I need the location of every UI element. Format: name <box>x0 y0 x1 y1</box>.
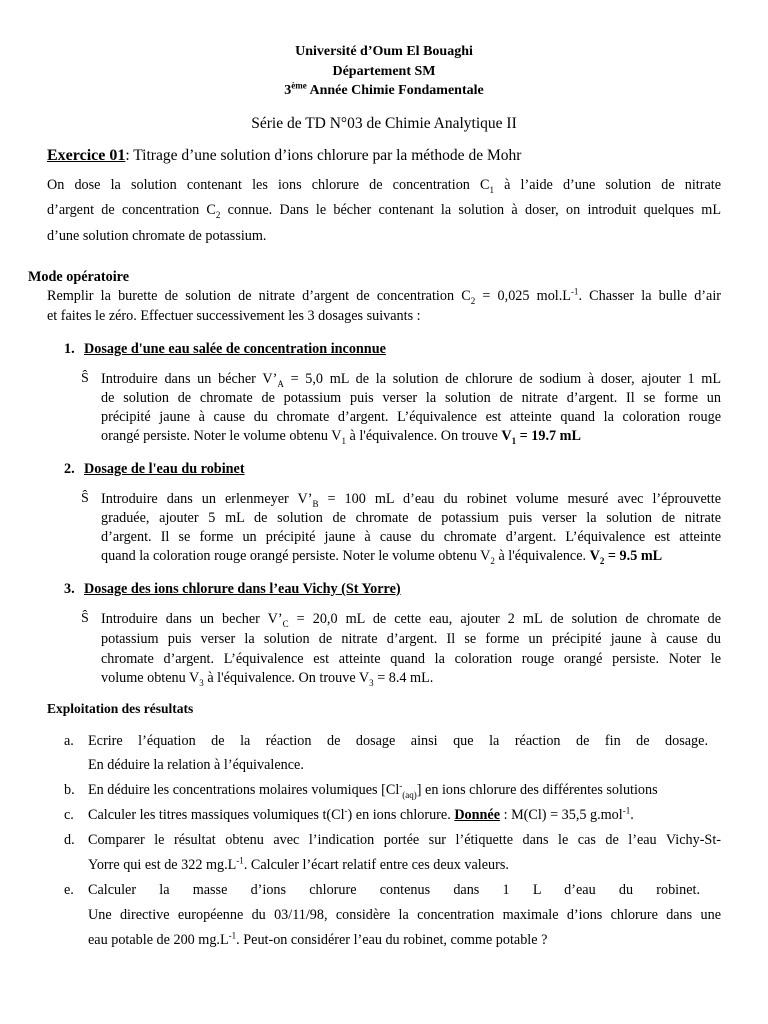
department-name: Département SM <box>332 64 436 79</box>
intro-line-3: d’une solution chromate de potassium. <box>47 228 267 244</box>
item-d-line-2: Yorre qui est de 322 $mg.L^{-1}$. Calculer l’écart relatif entre ces deux valeurs. <box>88 855 509 873</box>
item-e-letter: e. <box>64 882 74 898</box>
item-e-line-2: Une directive européenne du 03/11/98, considère la concentration maximale d’ions chlorure dans une <box>88 907 721 923</box>
serie-title: Série de TD N°03 de Chimie Analytique II <box>251 115 517 132</box>
dosage-1-line-3: précipité jaune à cause du chromate d’argent. L’équivalence est atteinte quand la coloration rouge <box>101 409 721 425</box>
university-name: Université d’Oum El Bouaghi <box>295 44 473 59</box>
item-c-line-1: Calculer les titres massiques volumiques t(Cl-) en ions chlorure. Donnée : M(Cl) = 35,5 g.mol$^{-1}$. <box>88 805 634 823</box>
dosage-2-line-3: d’argent. Il se forme un précipité jaune à cause du chromate d’argent. L’équivalence est atteinte <box>101 529 721 545</box>
item-a-line-2: En déduire la relation à l’équivalence. <box>88 757 304 773</box>
dosage-3-title: Dosage des ions chlorure dans l’eau Vichy (St Yorre) <box>84 581 401 597</box>
dosage-3-line-3: chromate d’argent. L’équivalence est atteinte quand la coloration rouge orangé persiste. Noter le <box>101 651 721 667</box>
mode-line-1: Remplir la burette de solution de nitrate d’argent de concentration $C_2 = 0,025$ $mol.L^{-1}$. Chasser la bulle d’air <box>47 286 721 306</box>
dosage-1-line-4: orangé persiste. Noter le volume obtenu $V_1$ à l'équivalence. On trouve $V_1 = 19.7$ mL <box>101 428 581 446</box>
intro-line-1: On dose la solution contenant les ions chlorure de concentration $C_1$ à l’aide d’une solution de nitrate <box>47 177 721 195</box>
item-a-line-1: Ecrire l’équation de la réaction de dosage ainsi que la réaction de fin de dosage. <box>88 733 708 749</box>
bullet-icon: Ŝ <box>81 611 89 626</box>
dosage-3-line-4: volume obtenu $V_3$ à l'équivalence. On trouve $V_3 = 8.4$ mL. <box>101 670 434 688</box>
year-line: 3ème Année Chimie Fondamentale <box>284 80 484 98</box>
dosage-1-line-1: Introduire dans un bécher $V’_A = 5,0$ mL de la solution de chlorure de sodium à doser, ajouter 1 mL <box>101 371 721 389</box>
dosage-3-line-1: Introduire dans un becher $V’_C = 20,0$ mL de cette eau, ajouter 2 mL de solution de chromate de <box>101 611 721 629</box>
item-e-line-1: Calculer la masse d’ions chlorure contenus dans 1 L d’eau du robinet. <box>88 882 700 898</box>
exploitation-heading: Exploitation des résultats <box>47 701 194 716</box>
item-b-line-1: En déduire les concentrations molaires volumiques $[Cl^-_{(aq)}]$ en ions chlorure des différentes solutions <box>88 780 658 800</box>
exercise-title: Exercice 01: Titrage d’une solution d’ions chlorure par la méthode de Mohr <box>47 147 522 164</box>
intro-line-2: d’argent de concentration $C_2$ connue. Dans le bécher contenant la solution à doser, on introduit quelques mL <box>47 202 721 220</box>
dosage-1-title: Dosage d'une eau salée de concentration inconnue <box>84 341 386 357</box>
item-b-letter: b. <box>64 782 75 798</box>
dosage-1-line-2: de solution de chromate de potassium puis verser la solution de nitrate d’argent. Il se forme un <box>101 390 721 406</box>
dosage-3-number: 3. <box>64 581 75 597</box>
bullet-icon: Ŝ <box>81 491 89 506</box>
mode-line-2: et faites le zéro. Effectuer successivement les 3 dosages suivants : <box>47 308 421 324</box>
item-a-letter: a. <box>64 733 74 749</box>
dosage-1-number: 1. <box>64 341 75 357</box>
dosage-2-line-1: Introduire dans un erlenmeyer $V’_B = 100$ mL d’eau du robinet volume mesuré avec l’éprouvette <box>101 491 721 509</box>
item-c-letter: c. <box>64 807 74 823</box>
item-d-letter: d. <box>64 832 75 848</box>
bullet-icon: Ŝ <box>81 371 89 386</box>
dosage-2-line-2: graduée, ajouter 5 mL de solution de chromate de potassium puis verser la solution de nitrate <box>101 510 721 526</box>
item-d-line-1: Comparer le résultat obtenu avec l’indication portée sur l’étiquette dans le cas de l’eau Vichy-St- <box>88 832 721 848</box>
dosage-2-title: Dosage de l'eau du robinet <box>84 461 245 477</box>
dosage-3-line-2: potassium puis verser la solution de nitrate d’argent. Il se forme un précipité jaune à cause du <box>101 631 721 647</box>
dosage-2-line-4: quand la coloration rouge orangé persiste. Noter le volume obtenu $V_2$ à l'équivalence. $V_2 = 9.5$ mL <box>101 548 663 566</box>
item-e-line-3: eau potable de 200 $mg.L^{-1}$. Peut-on considérer l’eau du robinet, comme potable ? <box>88 930 548 948</box>
dosage-2-number: 2. <box>64 461 75 477</box>
mode-heading: Mode opératoire <box>28 269 129 285</box>
